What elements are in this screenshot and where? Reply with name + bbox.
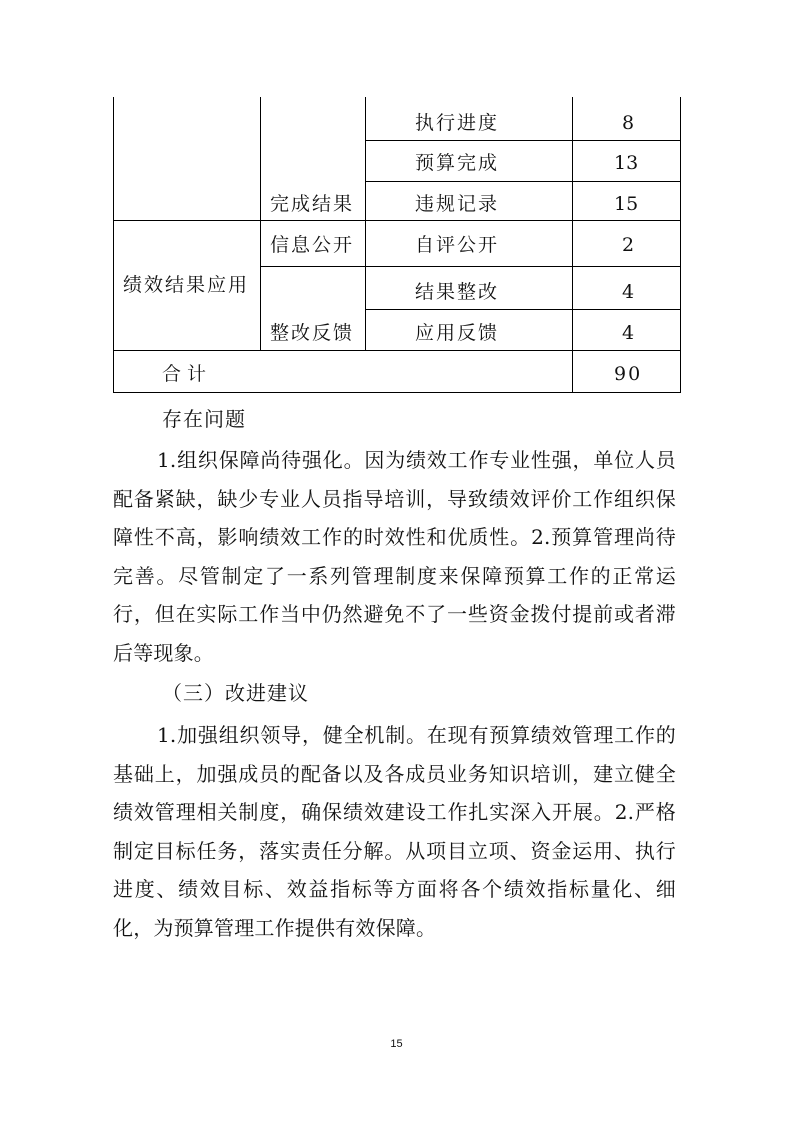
row-line [260,266,681,267]
table-cell-level3: 自评公开 [415,234,500,256]
table-cell-score: 4 [622,322,635,344]
page-number: 15 [390,1038,403,1050]
row-line [113,350,681,351]
table-col-divider-3 [572,97,573,393]
row-line [365,140,681,141]
table-cell-level2: 完成结果 [270,193,355,215]
table-cell-level1: 绩效结果应用 [123,274,250,296]
table-cell-level3: 预算完成 [415,152,500,174]
problems-heading: 存在问题 [162,407,246,431]
suggestions-paragraph: 1.加强组织领导，健全机制。在现有预算绩效管理工作的基础上，加强成员的配备以及各成员业务知识培训，建立健全绩效管理相关制度，确保绩效建设工作扎实深入开展。2.严格制定目标任务，落实责任分解。从项目立项、资金运用、执行进度、绩效目标、效益指标等方面将各个绩效指标量化、细化，为预算管理工作提供有效保障。 [113,723,676,940]
row-line [113,220,681,221]
table-cell-score: 4 [622,281,635,303]
table-border-left [113,97,114,393]
table-cell-score: 13 [614,152,639,174]
row-line [365,181,681,182]
table-border-right [680,97,681,393]
table-cell-score: 8 [622,112,635,134]
table-col-divider-2 [365,97,366,351]
table-cell-score: 2 [622,234,635,256]
table-total-label: 合计 [162,363,213,385]
table-total-score: 90 [614,363,643,385]
table-cell-level2: 整改反馈 [270,322,355,344]
table-border-bottom [113,392,681,393]
problems-paragraph: 1.组织保障尚待强化。因为绩效工作专业性强，单位人员配备紧缺，缺少专业人员指导培训，导致绩效评价工作组织保障性不高，影响绩效工作的时效性和优质性。2.预算管理尚待完善。尽管制定了一系列管理制度来保障预算工作的正常运行，但在实际工作当中仍然避免不了一些资金拨付提前或者滞后等现象。 [113,448,676,665]
table-cell-level3: 结果整改 [415,281,500,303]
table-cell-level2: 信息公开 [270,234,355,256]
row-line [365,309,681,310]
suggestions-heading: （三）改进建议 [162,681,309,705]
table-cell-score: 15 [614,193,639,215]
table-cell-level3: 执行进度 [415,112,500,134]
table-col-divider-1 [260,97,261,351]
table-cell-level3: 应用反馈 [415,322,500,344]
table-cell-level3: 违规记录 [415,193,500,215]
